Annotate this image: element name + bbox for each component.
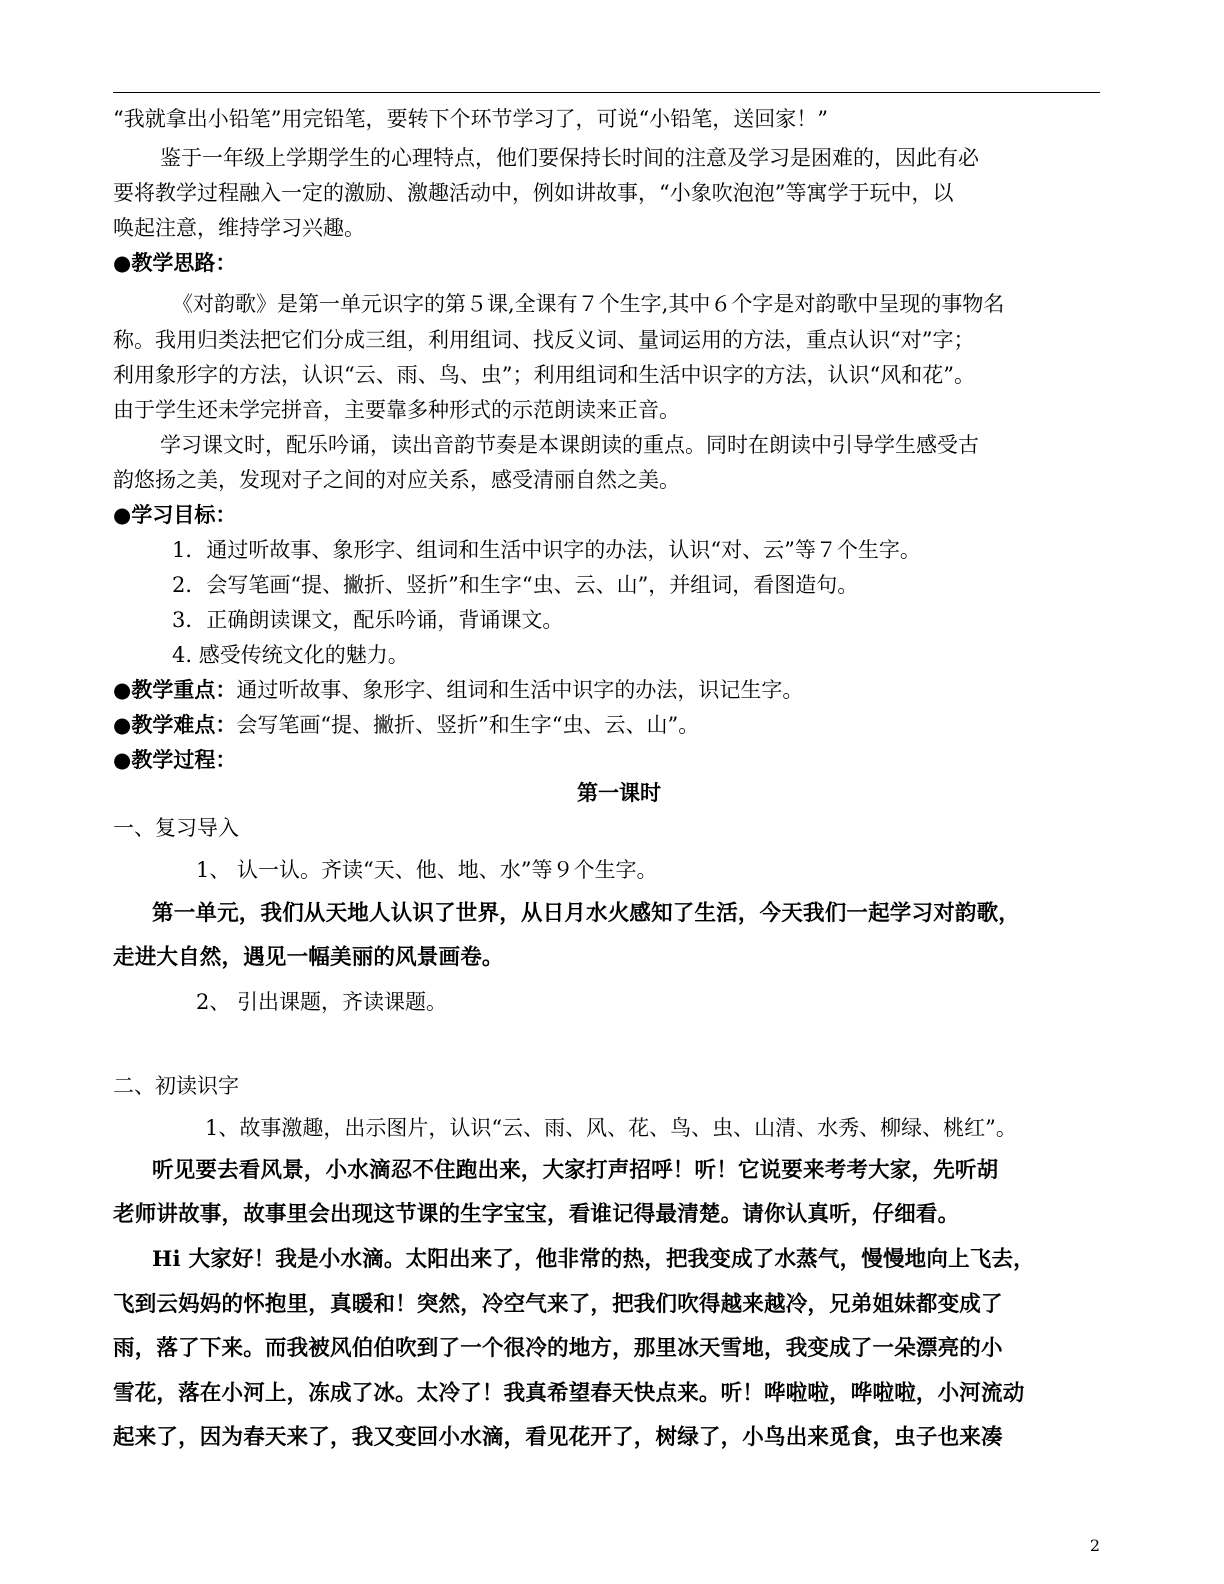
section-heading: ●学习目标： [113,502,237,527]
bold-text-line: 走进大自然，遇见一幅美丽的风景画卷。 [113,945,504,970]
text-line: “我就拿出小铅笔”用完铅笔，要转下个环节学习了，可说“小铅笔，送回家！” [113,107,828,131]
text-line: 会写笔画“提、撇折、竖折”和生字“虫、云、山”。 [236,713,700,737]
text-line: 通过听故事、象形字、组词和生活中识字的办法，识记生字。 [236,678,804,702]
bold-text-line: 飞到云妈妈的怀抱里，真暖和！突然，冷空气来了，把我们吹得越来越冷，兄弟姐妹都变成了 [113,1292,1003,1317]
header-rule [113,92,1100,93]
text-line: 由于学生还未学完拼音，主要靠多种形式的示范朗读来正音。 [113,398,680,422]
bold-text-line: Hi 大家好！我是小水滴。太阳出来了，他非常的热，把我变成了水蒸气，慢慢地向上飞去， [152,1247,1035,1272]
section-heading: ●教学难点： [113,712,237,737]
bold-text-line: 雪花，落在小河上，冻成了冰。太冷了！我真希望春天快点来。听！哗啦啦，哗啦啦，小河流动 [113,1381,1025,1406]
bold-text-line: 第一单元，我们从天地人认识了世界，从日月水火感知了生活，今天我们一起学习对韵歌， [152,901,1021,926]
objective-item: 3．正确朗读课文，配乐吟诵，背诵课文。 [172,608,564,632]
section-heading: ●教学过程： [113,747,237,772]
page-number: 2 [1089,1536,1100,1555]
bold-text-line: 听见要去看风景，小水滴忍不住跑出来，大家打声招呼！听！它说要来考考大家，先听胡 [152,1158,999,1183]
text-line: 2、 引出课题，齐读课题。 [196,990,448,1014]
text-line: 利用象形字的方法，认识“云、雨、鸟、虫”；利用组词和生活中识字的方法，认识“风和花”。 [113,363,975,387]
subsection-heading: 二、初读识字 [113,1074,239,1098]
bold-text-line: 雨，落了下来。而我被风伯伯吹到了一个很冷的地方，那里冰天雪地，我变成了一朵漂亮的小 [113,1336,1003,1361]
text-line: 1、故事激趣，出示图片，认识“云、雨、风、花、鸟、虫、山清、水秀、柳绿、桃红”。 [205,1116,1017,1140]
objective-item: 2．会写笔画“提、撇折、竖折”和生字“虫、云、山”，并组词，看图造句。 [172,573,859,597]
lesson-title: 第一课时 [577,780,661,805]
text-line: 要将教学过程融入一定的激励、激趣活动中，例如讲故事，“小象吹泡泡”等寓学于玩中，以 [113,181,954,205]
objective-item: 1．通过听故事、象形字、组词和生活中识字的办法，认识“对、云”等７个生字。 [172,538,921,562]
subsection-heading: 一、复习导入 [113,816,239,840]
objective-item: 4. 感受传统文化的魅力。 [172,643,409,667]
text-line: 1、 认一认。齐读“天、他、地、水”等９个生字。 [196,858,658,882]
difficulty-line [113,707,1100,743]
text-line: 唤起注意，维持学习兴趣。 [113,216,365,240]
text-line: 《对韵歌》是第一单元识字的第５课,全课有７个生字,其中６个字是对韵歌中呈现的事物名 [172,292,1005,316]
section-heading: ●教学重点： [113,677,237,702]
key-point-line [113,672,1100,708]
bold-text-line: 老师讲故事，故事里会出现这节课的生字宝宝，看谁记得最清楚。请你认真听，仔细看。 [113,1202,960,1227]
text-line: 鉴于一年级上学期学生的心理特点，他们要保持长时间的注意及学习是困难的，因此有必 [160,146,979,170]
text-line: 称。我用归类法把它们分成三组，利用组词、找反义词、量词运用的方法，重点认识“对”字； [113,328,975,352]
section-heading: ●教学思路： [113,250,237,275]
bold-text-line: 起来了，因为春天来了，我又变回小水滴，看见花开了，树绿了，小鸟出来觅食，虫子也来凑 [113,1425,1003,1450]
text-line: 韵悠扬之美，发现对子之间的对应关系，感受清丽自然之美。 [113,468,680,492]
text-line: 学习课文时，配乐吟诵，读出音韵节奏是本课朗读的重点。同时在朗读中引导学生感受古 [160,433,979,457]
